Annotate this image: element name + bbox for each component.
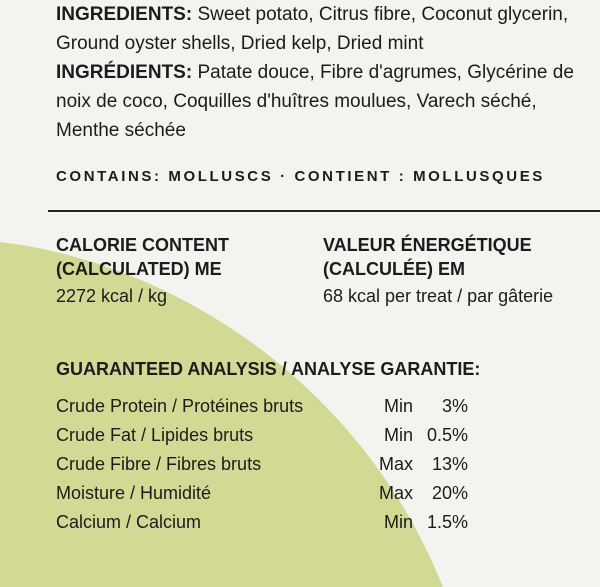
- analysis-title: GUARANTEED ANALYSIS / ANALYSE GARANTIE:: [56, 359, 481, 379]
- ingredients-label: INGREDIENTS:: [56, 4, 193, 25]
- nutrient-name: Moisture / Humidité: [56, 483, 212, 503]
- ingredients-text: Sweet potato, Citrus fibre, Coconut glycerin, Ground oyster shells, Dried kelp, Dried mint: [56, 4, 569, 54]
- nutrient-qualifier: Max: [378, 454, 413, 474]
- nutrient-name: Crude Protein / Protéines bruts: [56, 396, 304, 416]
- nutrient-qualifier: Max: [378, 483, 413, 503]
- nutrient-value: 1.5%: [426, 512, 468, 532]
- nutrient-value: 0.5%: [426, 425, 468, 445]
- nutrient-qualifier: Min: [383, 425, 413, 445]
- nutrient-value: 20%: [431, 483, 468, 503]
- analysis-row: [56, 454, 468, 483]
- calorie-title-fr-line1: VALEUR ÉNERGÉTIQUE: [323, 235, 532, 255]
- nutrient-value: 3%: [441, 396, 468, 416]
- calorie-content-en: [56, 233, 229, 308]
- analysis-row: [56, 425, 468, 454]
- nutrient-name: Crude Fat / Lipides bruts: [56, 425, 254, 445]
- nutrient-qualifier: Min: [383, 396, 413, 416]
- analysis-row: [56, 396, 468, 425]
- calorie-title-line1: CALORIE CONTENT: [56, 235, 229, 255]
- nutrient-qualifier: Min: [383, 512, 413, 532]
- calorie-title-line2: (CALCULATED) ME: [56, 259, 222, 279]
- allergen-statement: CONTAINS: MOLLUSCS · CONTIENT : MOLLUSQUES: [56, 168, 545, 185]
- nutrient-name: Crude Fibre / Fibres bruts: [56, 454, 262, 474]
- calorie-value: 2272 kcal / kg: [56, 286, 168, 306]
- analysis-row: [56, 512, 468, 541]
- nutrient-name: Calcium / Calcium: [56, 512, 202, 532]
- analysis-row: [56, 483, 468, 512]
- calorie-value-fr: 68 kcal per treat / par gâterie: [323, 286, 554, 306]
- nutrient-value: 13%: [431, 454, 468, 474]
- ingredients-label-fr: INGRÉDIENTS:: [56, 62, 193, 83]
- ingredients-text-fr: Patate douce, Fibre d'agrumes, Glycérine de noix de coco, Coquilles d'huîtres moulues, Varech séché, Menthe séchée: [56, 62, 574, 141]
- divider: [48, 210, 600, 212]
- ingredients-french: [56, 58, 591, 145]
- calorie-content-fr: [323, 233, 553, 308]
- calorie-title-fr-line2: (CALCULÉE) EM: [323, 259, 465, 279]
- ingredients-english: [56, 0, 576, 58]
